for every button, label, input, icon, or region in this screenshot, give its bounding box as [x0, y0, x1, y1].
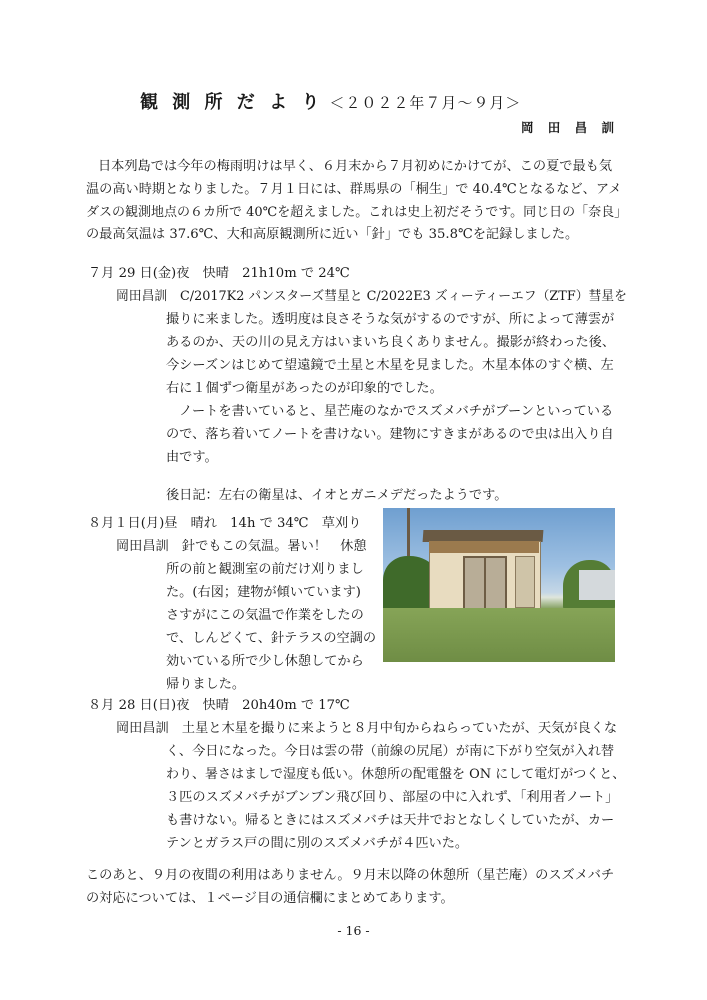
photo-fence	[579, 570, 615, 600]
closing-line-1: このあと、９月の夜間の利用はありません。９月末以降の休憩所（星芒庵）のスズメバチ	[86, 868, 615, 883]
entry-0729-line: ノートを書いていると、星芒庵のなかでスズメバチがブーンといっている	[166, 404, 614, 419]
entry-0801-line: さすがにこの気温で作業をしたの	[166, 608, 364, 623]
title-period: ＜２０２２年７月～９月＞	[329, 94, 522, 112]
title-text: 観 測 所 だ よ り	[140, 92, 324, 113]
rest-house-photo	[383, 508, 615, 662]
entry-0729-line: ので、落ち着いてノートを書けない。建物にすきまがあるので虫は出入り自	[166, 427, 614, 442]
intro-line-2: 温の高い時期となりました。７月１日には、群馬県の「桐生」で 40.4℃となるなど、アメ	[86, 182, 622, 197]
entry-0801-line: 帰りました。	[166, 677, 246, 692]
entry-0828-line: く、今日になった。今日は雲の帯（前線の尻尾）が南に下がり空気が入れ替	[166, 744, 615, 759]
entry-heading-0801: ８月１日(月)昼 晴れ 14h で 34℃ 草刈り	[88, 516, 362, 531]
photo-shed-band	[429, 541, 539, 553]
entry-0801-line: 所の前と観測室の前だけ刈りまし	[166, 562, 364, 577]
photo-shed-window	[515, 556, 535, 608]
entry-0729-postscript: 後日記：左右の衛星は、イオとガニメデだったようです。	[166, 488, 508, 503]
intro-line-4: の最高気温は 37.6℃、大和高原観測所に近い「針」でも 35.8℃を記録しました。	[86, 227, 579, 242]
entry-heading-0729: ７月 29 日(金)夜 快晴 21h10m で 24℃	[88, 266, 350, 281]
entry-0828-line: わり、暑さはましで湿度も低い。休憩所の配電盤を ON にして電灯がつくと、	[166, 767, 626, 782]
photo-grass	[383, 608, 615, 662]
entry-0801-line: た。(右図；建物が傾いています)	[166, 585, 361, 600]
entry-0828-line: 岡田昌訓 土星と木星を撮りに来ようと８月中旬からねらっていたが、天気が良くな	[116, 721, 618, 736]
entry-0729-line: 撮りに来ました。透明度は良さそうな気がするのですが、所によって薄雲が	[166, 312, 615, 327]
entry-0729-line: 今シーズンはじめて望遠鏡で土星と木星を見ました。木星本体のすぐ横、左	[166, 358, 614, 373]
closing-line-2: の対応については、１ページ目の通信欄にまとめてあります。	[86, 891, 454, 906]
entry-0828-line: テンとガラス戸の間に別のスズメバチが４匹いた。	[166, 836, 469, 851]
entry-0729-line: 岡田昌訓 C/2017K2 パンスターズ彗星と C/2022E3 ズィーティーエフ（ZTF）彗星を	[116, 289, 627, 304]
author-name: 岡 田 昌 訓	[520, 120, 619, 135]
entry-0828-line: ３匹のスズメバチがブンブン飛び回り、部屋の中に入れず、「利用者ノート」	[166, 790, 619, 805]
entry-heading-0828: ８月 28 日(日)夜 快晴 20h40m で 17℃	[88, 698, 350, 713]
entry-0801-line: で、しんどくて、針テラスの空調の	[166, 631, 377, 646]
entry-0828-line: も書けない。帰るときにはスズメバチは天井でおとなしくしていたが、カー	[166, 813, 615, 828]
entry-0801-line: 岡田昌訓 針でもこの気温。暑い！ 休憩	[116, 539, 367, 554]
page-number: - 16 -	[337, 923, 370, 938]
entry-0729-line: 右に１個ずつ衛星があったのが印象的でした。	[166, 381, 443, 396]
page-title	[140, 88, 521, 114]
entry-0729-line: 由です。	[166, 450, 218, 465]
entry-0801-line: 効いている所で少し休憩してから	[166, 654, 364, 669]
intro-line-1: 日本列島では今年の梅雨明けは早く、６月末から７月初めにかけてが、この夏で最も気	[98, 159, 613, 174]
intro-line-3: ダスの観測地点の６カ所で 40℃を超えました。これは史上初だそうです。同じ日の「奈良」	[86, 205, 628, 220]
entry-0729-line: あるのか、天の川の見え方はいまいち良くありません。撮影が終わった後、	[166, 335, 616, 350]
